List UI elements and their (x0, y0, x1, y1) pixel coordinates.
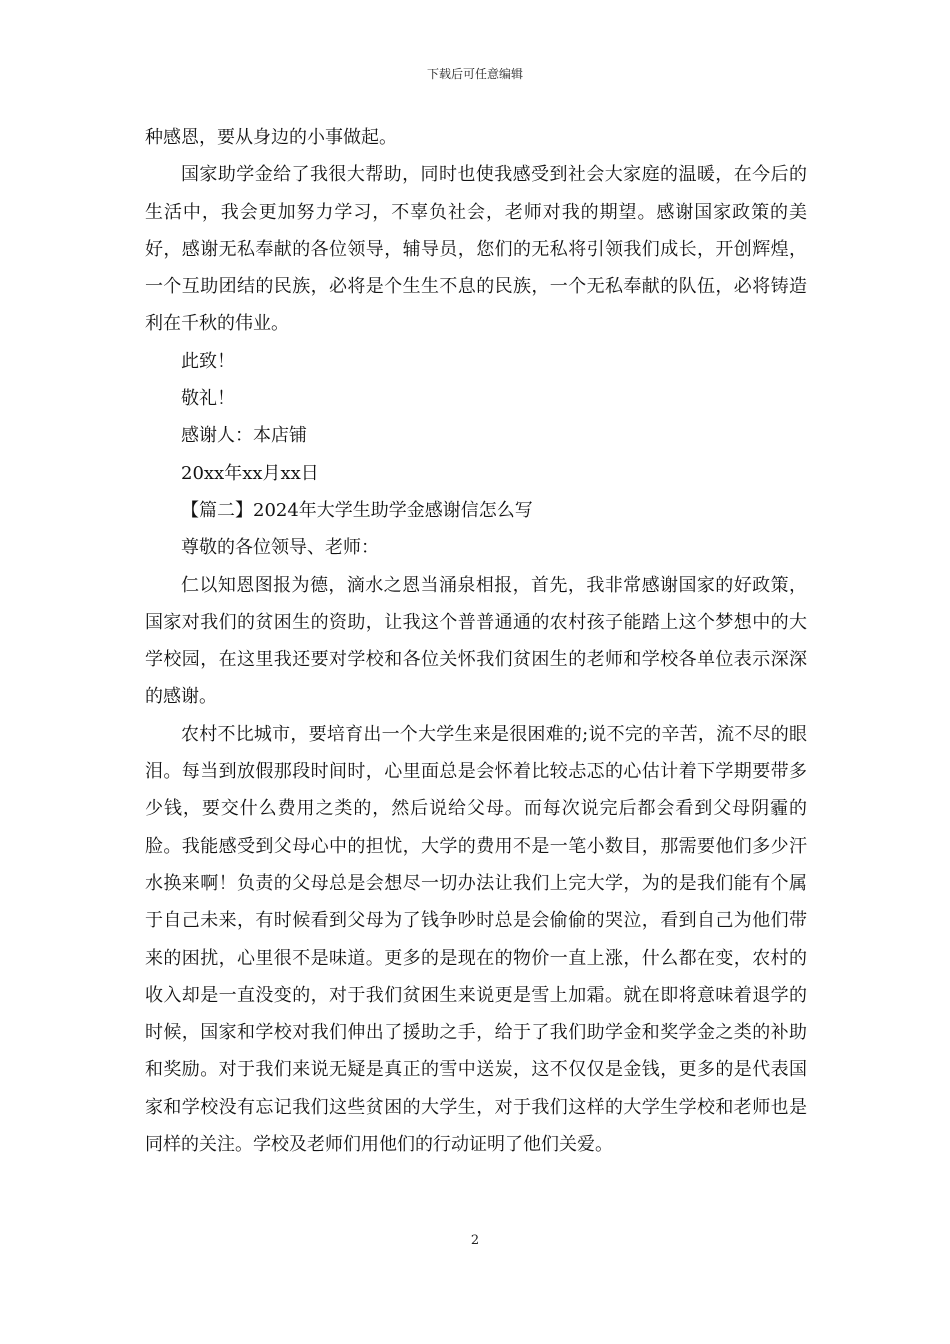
signature-line: 感谢人：本店铺 (181, 425, 307, 447)
paragraph: 农村不比城市，要培育出一个大学生来是很困难的;说不完的辛苦，流不尽的眼泪。每当到放假那段时间时，心里面总是会怀着比较忐忑的心估计着下学期要带多少钱，要交什么费用之类的，然后说给父母。而每次说完后都会看到父母阴霾的脸。我能感受到父母心中的担忧，大学的费用不是一笔小数目，那需要他们多少汗水换来啊！负责的父母总是会想尽一切办法让我们上完大学，为的是我们能有个属于自己未来，有时候看到父母为了钱争吵时总是会偷偷的哭泣，看到自己为他们带来的困扰，心里很不是味道。更多的是现在的物价一直上涨，什么都在变，农村的收入却是一直没变的，对于我们贫困生来说更是雪上加霜。就在即将意味着退学的时候，国家和学校对我们伸出了援助之手，给于了我们助学金和奖学金之类的补助和奖励。对于我们来说无疑是真正的雪中送炭，这不仅仅是金钱，更多的是代表国家和学校没有忘记我们这些贫困的大学生，对于我们这样的大学生学校和老师也是同样的关注。学校及老师们用他们的行动证明了他们关爱。 (145, 723, 807, 1156)
page-number: 2 (470, 1233, 480, 1248)
paragraph: 仁以知恩图报为德，滴水之恩当涌泉相报，首先，我非常感谢国家的好政策，国家对我们的贫困生的资助，让我这个普普通通的农村孩子能踏上这个梦想中的大学校园，在这里我还要对学校和各位关怀我们贫困生的老师和学校各单位表示深深的感谢。 (145, 574, 807, 708)
document-body (145, 119, 807, 1163)
closing-salutation: 此致！ (181, 350, 235, 372)
closing-regards: 敬礼！ (181, 388, 235, 410)
section-heading: 【篇二】2024年大学生助学金感谢信怎么写 (181, 499, 533, 521)
greeting-line: 尊敬的各位领导、老师： (181, 537, 379, 559)
paragraph: 国家助学金给了我很大帮助，同时也使我感受到社会大家庭的温暖，在今后的生活中，我会更加努力学习，不辜负社会，老师对我的期望。感谢国家政策的美好，感谢无私奉献的各位领导，辅导员，您们的无私将引领我们成长，开创辉煌，一个互助团结的民族，必将是个生生不息的民族，一个无私奉献的队伍，必将铸造利在千秋的伟业。 (145, 164, 807, 335)
page-header: 下载后可任意编辑 (426, 67, 523, 81)
date-line: 20xx年xx月xx日 (181, 462, 319, 484)
paragraph: 种感恩，要从身边的小事做起。 (145, 127, 397, 148)
